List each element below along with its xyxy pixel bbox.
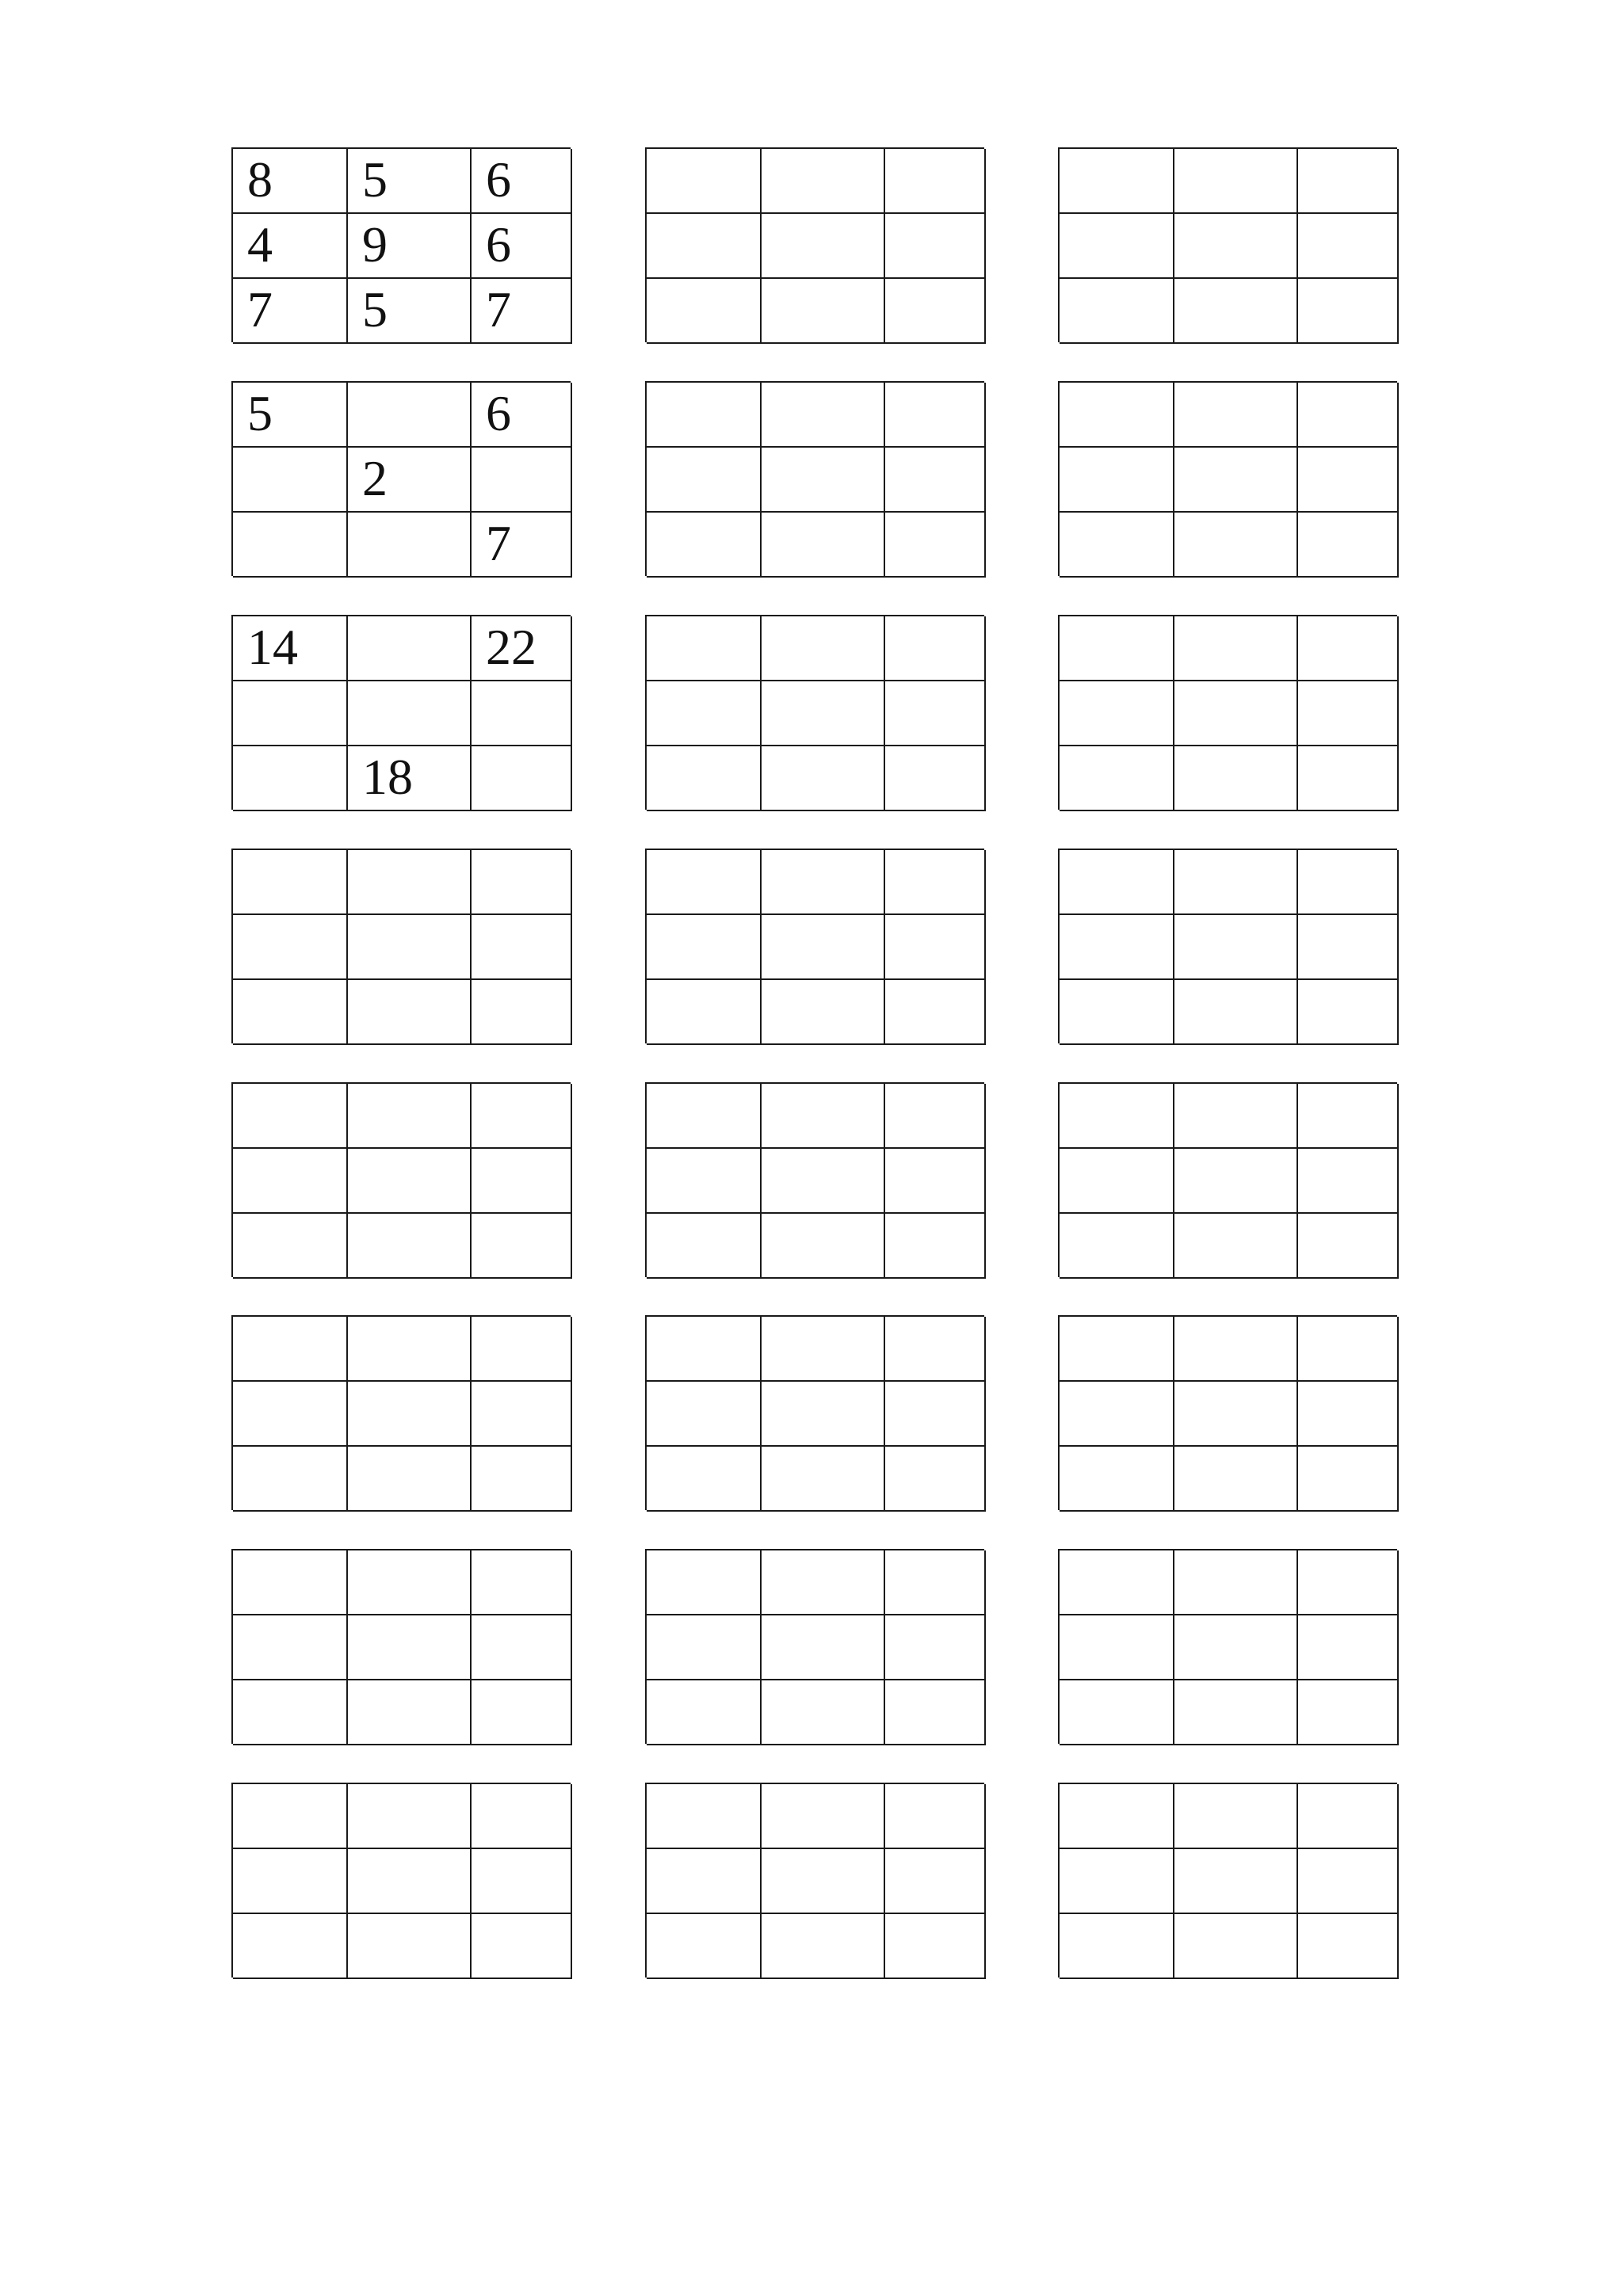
grid-box (645, 615, 984, 810)
grid-cell[interactable] (885, 214, 986, 279)
grid-cell[interactable] (1060, 1680, 1174, 1745)
grid-cell[interactable] (885, 1084, 986, 1149)
grid-cell[interactable] (348, 616, 472, 681)
grid-cell[interactable] (762, 681, 885, 746)
grid-cell[interactable] (885, 1149, 986, 1214)
grid-cell[interactable] (885, 279, 986, 344)
grid-box (1058, 1549, 1397, 1744)
grid-cell[interactable] (762, 616, 885, 681)
grid-cell[interactable] (647, 448, 762, 513)
grid-cell[interactable]: 14 (233, 616, 348, 681)
grid-box (645, 147, 984, 342)
grid-cell[interactable] (885, 850, 986, 915)
grid-cell[interactable] (1298, 448, 1399, 513)
grid-cell[interactable] (1060, 1084, 1174, 1149)
grid-cell[interactable] (1298, 1615, 1399, 1680)
grid-cell[interactable] (1060, 850, 1174, 915)
grid-cell[interactable] (1060, 214, 1174, 279)
grid-cell[interactable] (1174, 1680, 1298, 1745)
grid-cell[interactable] (233, 448, 348, 513)
grid-cell[interactable] (762, 448, 885, 513)
grid-cell[interactable] (1174, 149, 1298, 214)
grid-cell[interactable] (348, 1849, 472, 1914)
grid-cell[interactable] (233, 1084, 348, 1149)
grid-cell[interactable] (762, 1447, 885, 1512)
grid-cell[interactable]: 6 (472, 214, 572, 279)
grid-cell[interactable] (1174, 1317, 1298, 1382)
grid-cell[interactable] (885, 513, 986, 578)
grid-cell[interactable]: 7 (233, 279, 348, 344)
grid-cell[interactable] (647, 915, 762, 980)
grid-cell[interactable] (762, 1214, 885, 1279)
grid-cell[interactable] (1060, 1317, 1174, 1382)
grid-cell[interactable] (1174, 850, 1298, 915)
grid-cell[interactable] (1174, 1084, 1298, 1149)
grid-cell[interactable] (1060, 1849, 1174, 1914)
grid-cell[interactable] (647, 850, 762, 915)
grid-cell[interactable] (762, 214, 885, 279)
grid-cell[interactable]: 2 (348, 448, 472, 513)
grid-cell[interactable] (647, 1382, 762, 1447)
grid-cell[interactable] (1298, 1214, 1399, 1279)
grid-cell[interactable] (885, 1317, 986, 1382)
grid-cell[interactable]: 5 (233, 383, 348, 448)
grid-cell[interactable] (1298, 1849, 1399, 1914)
grid-box (231, 615, 571, 810)
grid-cell[interactable] (233, 746, 348, 811)
grid-cell[interactable]: 7 (472, 279, 572, 344)
grid-cell[interactable] (647, 214, 762, 279)
grid-cell[interactable] (1174, 1149, 1298, 1214)
grid-cell[interactable] (1174, 1784, 1298, 1849)
grid-cell[interactable] (1298, 980, 1399, 1045)
grid-cell[interactable] (885, 383, 986, 448)
grid-cell[interactable] (762, 915, 885, 980)
grid-cell[interactable] (647, 1550, 762, 1615)
grid-cell[interactable] (1298, 1550, 1399, 1615)
grid-cell[interactable] (472, 1615, 572, 1680)
grid-cell[interactable]: 18 (348, 746, 472, 811)
grid-cell[interactable] (1060, 513, 1174, 578)
grid-cell[interactable] (1298, 214, 1399, 279)
grid-cell[interactable] (762, 279, 885, 344)
grid-cell[interactable] (647, 1914, 762, 1979)
grid-box (231, 381, 571, 576)
grid-cell[interactable] (762, 980, 885, 1045)
grid-cell[interactable] (647, 513, 762, 578)
grid-cell[interactable] (348, 1084, 472, 1149)
grid-cell[interactable] (1298, 1317, 1399, 1382)
grid-cell[interactable] (1060, 1615, 1174, 1680)
grid-cell[interactable] (762, 1149, 885, 1214)
grid-cell[interactable] (472, 1382, 572, 1447)
grid-cell[interactable] (1174, 448, 1298, 513)
grid-cell[interactable] (472, 1214, 572, 1279)
grid-cell[interactable] (1298, 279, 1399, 344)
grid-cell[interactable] (1174, 513, 1298, 578)
grid-cell[interactable] (647, 616, 762, 681)
grid-cell[interactable] (348, 1615, 472, 1680)
grid-cell[interactable] (762, 1382, 885, 1447)
grid-cell[interactable] (1298, 616, 1399, 681)
grid-cell[interactable] (348, 681, 472, 746)
grid-cell[interactable] (472, 1784, 572, 1849)
grid-cell[interactable] (1060, 1214, 1174, 1279)
grid-cell[interactable] (762, 1849, 885, 1914)
grid-cell[interactable] (762, 1084, 885, 1149)
grid-cell[interactable] (233, 1784, 348, 1849)
grid-cell[interactable]: 6 (472, 383, 572, 448)
grid-cell[interactable] (1298, 1084, 1399, 1149)
grid-cell[interactable] (233, 1214, 348, 1279)
grid-box (1058, 615, 1397, 810)
grid-cell[interactable] (348, 513, 472, 578)
grid-cell[interactable] (647, 1214, 762, 1279)
grid-cell[interactable] (1060, 616, 1174, 681)
grid-cell[interactable] (885, 1914, 986, 1979)
grid-cell[interactable] (885, 616, 986, 681)
grid-cell[interactable]: 5 (348, 279, 472, 344)
grid-cell[interactable] (472, 980, 572, 1045)
grid-cell[interactable] (472, 1149, 572, 1214)
grid-box (645, 1315, 984, 1510)
grid-cell[interactable] (647, 1784, 762, 1849)
grid-cell[interactable]: 5 (348, 149, 472, 214)
grid-cell[interactable] (885, 915, 986, 980)
grid-cell[interactable] (472, 1317, 572, 1382)
grid-box (645, 849, 984, 1043)
grid-cell[interactable] (472, 1084, 572, 1149)
grid-cell[interactable] (472, 681, 572, 746)
grid-box (645, 381, 984, 576)
grid-cell[interactable] (762, 1680, 885, 1745)
grid-cell[interactable] (348, 915, 472, 980)
grid-cell[interactable] (348, 1550, 472, 1615)
grid-cell[interactable] (472, 850, 572, 915)
grid-cell[interactable] (762, 149, 885, 214)
grid-cell[interactable] (885, 149, 986, 214)
grid-box (1058, 1315, 1397, 1510)
grid-cell[interactable] (1174, 1914, 1298, 1979)
grid-cell[interactable] (1060, 1914, 1174, 1979)
grid-cell[interactable] (762, 746, 885, 811)
grid-box (231, 1315, 571, 1510)
grid-cell[interactable] (233, 1149, 348, 1214)
grid-cell[interactable] (1174, 915, 1298, 980)
grid-cell[interactable] (1298, 513, 1399, 578)
grid-cell[interactable] (762, 1784, 885, 1849)
grid-cell[interactable] (1060, 1784, 1174, 1849)
grid-cell[interactable] (1174, 383, 1298, 448)
grid-cell[interactable] (348, 980, 472, 1045)
grid-box (1058, 147, 1397, 342)
grid-cell[interactable] (1060, 1149, 1174, 1214)
grid-box (231, 1549, 571, 1744)
grid-cell[interactable] (348, 1447, 472, 1512)
grid-cell[interactable] (1174, 616, 1298, 681)
grid-cell[interactable] (233, 850, 348, 915)
grid-cell[interactable] (233, 1914, 348, 1979)
grid-cell[interactable]: 8 (233, 149, 348, 214)
grid-box (1058, 1783, 1397, 1978)
grid-cell[interactable] (885, 1382, 986, 1447)
grid-cell[interactable] (885, 1784, 986, 1849)
grid-cell[interactable] (647, 1447, 762, 1512)
grid-cell[interactable] (1174, 1214, 1298, 1279)
grid-box (231, 1783, 571, 1978)
grid-cell[interactable] (348, 1680, 472, 1745)
grid-cell[interactable] (472, 746, 572, 811)
grid-cell[interactable] (348, 1382, 472, 1447)
grid-cell[interactable] (647, 746, 762, 811)
grid-cell[interactable] (1174, 214, 1298, 279)
grid-cell[interactable] (885, 1849, 986, 1914)
grid-cell[interactable] (1174, 279, 1298, 344)
grid-cell[interactable] (233, 513, 348, 578)
grid-cell[interactable] (1174, 681, 1298, 746)
grid-cell[interactable] (1298, 383, 1399, 448)
grid-cell[interactable] (647, 383, 762, 448)
grid-cell[interactable] (1298, 1447, 1399, 1512)
grid-cell[interactable] (1298, 1680, 1399, 1745)
grid-cell[interactable] (1174, 1382, 1298, 1447)
grid-cell[interactable] (885, 1680, 986, 1745)
grid-cell[interactable] (233, 1615, 348, 1680)
grid-cell[interactable] (647, 1615, 762, 1680)
grid-cell[interactable] (472, 915, 572, 980)
grid-box (231, 849, 571, 1043)
grid-cell[interactable] (762, 1550, 885, 1615)
grid-cell[interactable] (1060, 1447, 1174, 1512)
grid-cell[interactable] (1298, 850, 1399, 915)
grid-cell[interactable] (762, 1317, 885, 1382)
grid-cell[interactable] (472, 1849, 572, 1914)
grid-box (1058, 849, 1397, 1043)
grid-cell[interactable] (647, 980, 762, 1045)
grid-box (231, 147, 571, 342)
grid-cell[interactable] (1298, 681, 1399, 746)
grid-cell[interactable] (348, 1317, 472, 1382)
grid-cell[interactable] (233, 681, 348, 746)
grid-cell[interactable] (1298, 1382, 1399, 1447)
grid-cell[interactable] (762, 1914, 885, 1979)
grid-box (1058, 1082, 1397, 1277)
grid-cell[interactable] (1060, 383, 1174, 448)
grid-cell[interactable] (233, 1849, 348, 1914)
grid-cell[interactable] (647, 1084, 762, 1149)
grid-cell[interactable] (1298, 1914, 1399, 1979)
grid-cell[interactable] (885, 448, 986, 513)
grid-cell[interactable] (1298, 746, 1399, 811)
grid-cell[interactable] (885, 1214, 986, 1279)
grid-cell[interactable] (472, 1550, 572, 1615)
grid-cell[interactable]: 22 (472, 616, 572, 681)
grid-cell[interactable] (647, 1680, 762, 1745)
grid-cell[interactable] (762, 1615, 885, 1680)
grid-cell[interactable] (1174, 1447, 1298, 1512)
grid-cell[interactable] (1298, 149, 1399, 214)
grid-cell[interactable] (348, 1914, 472, 1979)
grid-cell[interactable] (348, 1214, 472, 1279)
grid-cell[interactable] (348, 1149, 472, 1214)
grid-cell[interactable] (647, 1849, 762, 1914)
grid-cell[interactable] (348, 850, 472, 915)
grid-cell[interactable] (1060, 448, 1174, 513)
grid-box (645, 1082, 984, 1277)
grid-cell[interactable]: 7 (472, 513, 572, 578)
grid-cell[interactable] (1174, 746, 1298, 811)
grid-cell[interactable] (233, 1447, 348, 1512)
grid-cell[interactable] (1298, 1149, 1399, 1214)
grid-cell[interactable] (762, 383, 885, 448)
grid-cell[interactable] (647, 1149, 762, 1214)
grid-cell[interactable] (1060, 746, 1174, 811)
grid-cell[interactable] (233, 1550, 348, 1615)
grid-cell[interactable] (885, 980, 986, 1045)
grid-cell[interactable] (348, 1784, 472, 1849)
grid-cell[interactable] (1174, 1550, 1298, 1615)
grid-box (645, 1783, 984, 1978)
grid-cell[interactable] (233, 1680, 348, 1745)
grid-box (1058, 381, 1397, 576)
grid-cell[interactable]: 6 (472, 149, 572, 214)
grid-cell[interactable]: 9 (348, 214, 472, 279)
grid-cell[interactable] (1060, 681, 1174, 746)
grid-cell[interactable] (1060, 980, 1174, 1045)
grid-cell[interactable] (885, 1550, 986, 1615)
grid-cell[interactable] (1174, 1849, 1298, 1914)
grid-cell[interactable] (1060, 915, 1174, 980)
grid-cell[interactable] (1060, 279, 1174, 344)
grid-cell[interactable] (1060, 1382, 1174, 1447)
grid-cell[interactable] (233, 980, 348, 1045)
grid-cell[interactable] (472, 1447, 572, 1512)
grid-box (231, 1082, 571, 1277)
grid-cell[interactable] (348, 383, 472, 448)
grid-cell[interactable] (1298, 1784, 1399, 1849)
grid-cell[interactable] (1060, 1550, 1174, 1615)
grid-cell[interactable]: 4 (233, 214, 348, 279)
grid-cell[interactable] (647, 681, 762, 746)
grid-cell[interactable] (885, 1447, 986, 1512)
grid-cell[interactable] (472, 1680, 572, 1745)
grid-cell[interactable] (233, 1317, 348, 1382)
grid-cell[interactable] (1060, 149, 1174, 214)
grid-cell[interactable] (647, 1317, 762, 1382)
grid-cell[interactable] (647, 279, 762, 344)
grid-box (645, 1549, 984, 1744)
grid-cell[interactable] (472, 448, 572, 513)
grid-cell[interactable] (1298, 915, 1399, 980)
grid-cell[interactable] (233, 1382, 348, 1447)
grid-cell[interactable] (885, 1615, 986, 1680)
grid-cell[interactable] (762, 850, 885, 915)
grid-cell[interactable] (647, 149, 762, 214)
grid-cell[interactable] (762, 513, 885, 578)
grid-cell[interactable] (885, 746, 986, 811)
grid-cell[interactable] (233, 915, 348, 980)
grid-cell[interactable] (472, 1914, 572, 1979)
grid-cell[interactable] (1174, 1615, 1298, 1680)
grid-cell[interactable] (885, 681, 986, 746)
grid-cell[interactable] (1174, 980, 1298, 1045)
